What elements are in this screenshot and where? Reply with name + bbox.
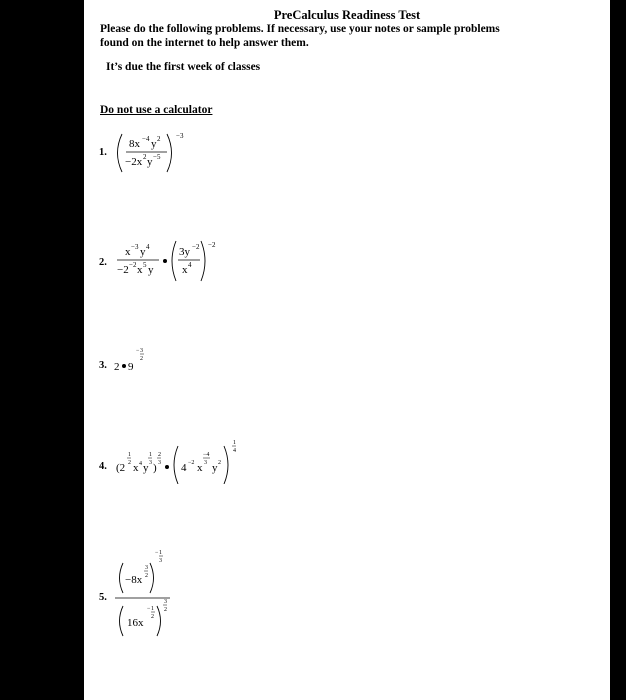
svg-text:−4: −4 — [142, 135, 150, 143]
svg-text:4: 4 — [233, 448, 236, 454]
problem-5-number: 5. — [99, 592, 107, 603]
svg-text:2: 2 — [164, 607, 167, 613]
document-title: PreCalculus Readiness Test — [273, 8, 421, 22]
svg-text:2: 2 — [158, 452, 161, 458]
svg-text:−3: −3 — [131, 243, 139, 251]
svg-text:y: y — [148, 264, 154, 276]
svg-text:−2: −2 — [117, 264, 129, 276]
svg-text:y: y — [140, 246, 146, 258]
svg-text:x: x — [182, 264, 188, 276]
svg-text:3: 3 — [140, 348, 143, 354]
svg-text:2: 2 — [140, 356, 143, 362]
svg-text:2: 2 — [151, 614, 154, 620]
svg-text:4: 4 — [146, 243, 150, 251]
left-black-border — [0, 0, 84, 700]
svg-text:−: − — [136, 348, 140, 354]
svg-text:4: 4 — [188, 261, 192, 269]
svg-text:5: 5 — [143, 261, 147, 269]
problem-3-number: 3. — [99, 360, 107, 371]
svg-text:x: x — [197, 462, 203, 474]
svg-text:−2: −2 — [188, 460, 195, 466]
right-black-border — [610, 0, 626, 700]
problem-1-expression — [112, 128, 222, 178]
svg-text:2: 2 — [218, 460, 221, 466]
svg-text:1: 1 — [149, 452, 152, 458]
svg-text:−: − — [147, 606, 151, 612]
section-heading: Do not use a calculator — [100, 104, 213, 116]
svg-text:1: 1 — [151, 606, 154, 612]
svg-text:3: 3 — [159, 558, 162, 564]
svg-text:1: 1 — [128, 452, 131, 458]
svg-text:2: 2 — [143, 153, 147, 161]
problem-4-expression — [112, 436, 262, 484]
problem-1-number: 1. — [99, 147, 107, 158]
svg-text:3: 3 — [158, 460, 161, 466]
due-note: It’s due the first week of classes — [106, 61, 261, 73]
svg-text:4: 4 — [181, 462, 187, 474]
svg-text:4: 4 — [139, 461, 142, 467]
svg-text:2: 2 — [157, 135, 161, 143]
svg-text:1: 1 — [159, 550, 162, 556]
svg-text:x: x — [137, 264, 143, 276]
svg-text:y: y — [212, 462, 218, 474]
svg-text:x: x — [133, 462, 139, 474]
svg-text:y: y — [143, 462, 149, 474]
svg-text:2: 2 — [145, 573, 148, 579]
svg-text:−5: −5 — [153, 153, 161, 161]
svg-text:16x: 16x — [127, 617, 144, 629]
svg-text:3: 3 — [164, 599, 167, 605]
svg-text:2: 2 — [128, 460, 131, 466]
instructions-line-2: found on the internet to help answer them. — [100, 37, 309, 49]
svg-text:3: 3 — [149, 460, 152, 466]
svg-text:9: 9 — [128, 361, 134, 373]
problem-2-expression — [112, 236, 252, 286]
svg-text:8x: 8x — [129, 138, 140, 150]
problem-4-number: 4. — [99, 461, 107, 472]
svg-text:−2: −2 — [192, 243, 200, 251]
svg-text:−3: −3 — [176, 132, 184, 140]
problem-2-number: 2. — [99, 257, 107, 268]
svg-text:y: y — [147, 156, 153, 168]
svg-text:3y: 3y — [179, 246, 190, 258]
problem-5-expression — [112, 543, 232, 643]
svg-text:−2: −2 — [208, 241, 216, 249]
svg-text:−2: −2 — [129, 261, 137, 269]
svg-text:−: − — [155, 550, 159, 556]
svg-text:3: 3 — [145, 565, 148, 571]
svg-text:−2x: −2x — [125, 156, 143, 168]
document-page — [84, 0, 610, 700]
svg-text:−4: −4 — [203, 452, 210, 458]
svg-text:x: x — [125, 246, 131, 258]
svg-text:2: 2 — [114, 361, 120, 373]
svg-text:): ) — [153, 462, 157, 474]
svg-text:(2: (2 — [116, 462, 126, 474]
svg-text:3: 3 — [204, 460, 207, 466]
svg-text:1: 1 — [233, 440, 236, 446]
svg-text:y: y — [151, 138, 157, 150]
svg-text:−8x: −8x — [125, 574, 143, 586]
problem-3-expression — [112, 344, 172, 374]
instructions-line-1: Please do the following problems. If necessary, use your notes or sample problems — [100, 23, 500, 35]
